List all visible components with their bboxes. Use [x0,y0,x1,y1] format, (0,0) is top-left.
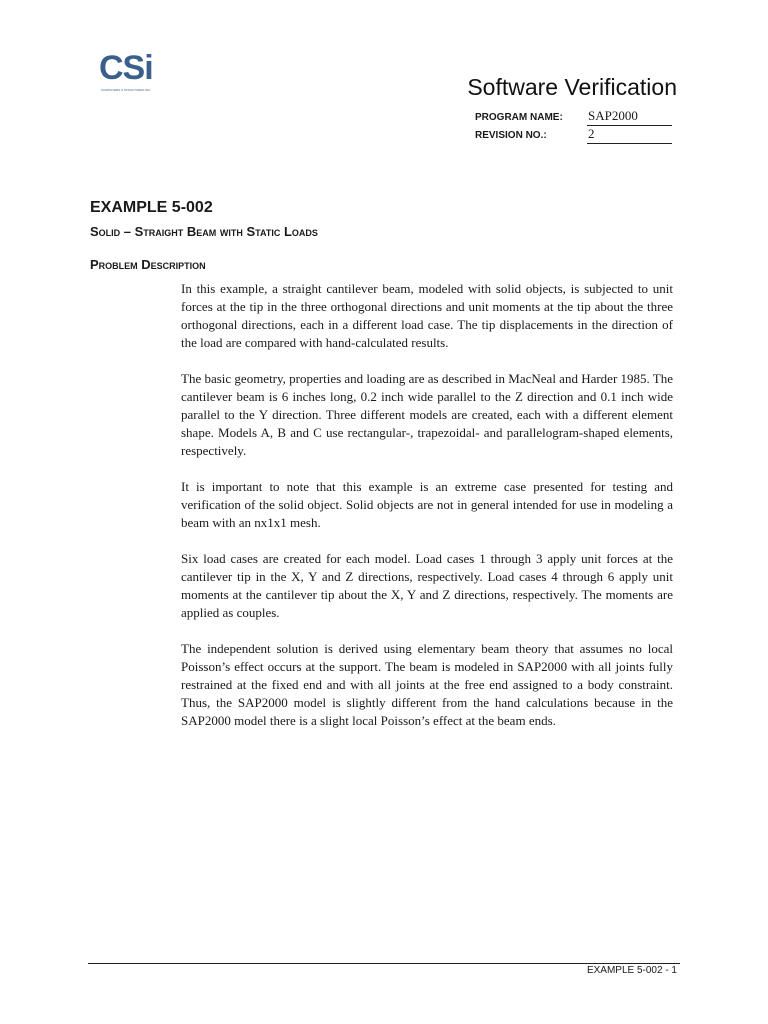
section-heading: Problem Description [90,257,206,272]
program-name-label: PROGRAM NAME: [475,112,563,123]
logo-tagline: COMPUTERS & STRUCTURES INC. [101,88,152,92]
revision-value: 2 [587,126,672,144]
paragraph: The independent solution is derived using elementary beam theory that assumes no local Poisson’s effect occurs at the support. The beam is modeled in SAP2000 with all joints fully restrained at the fixed end and with all joints at the free end assigned to a body constraint. Thus, the SAP2000 model is slightly different from the hand calculations because in the SAP2000 model there is a slight local Poisson’s effect at the beam ends. [181,641,673,728]
revision-label: REVISION NO.: [475,130,547,141]
paragraph: The basic geometry, properties and loading are as described in MacNeal and Harder 1985. The cantilever beam is 6 inches long, 0.2 inch wide parallel to the Z direction and 0.1 inch wide parallel to the Y direction. Three different models are created, each with a different element shape. Models A, B and C use rectangular-, trapezoidal- and parallelogram-shaped elements, respectively. [181,371,674,458]
document-title: Software Verification [467,74,677,100]
footer-divider [88,963,680,964]
company-logo [99,49,159,96]
program-name-value: SAP2000 [587,108,672,126]
logo-text: CSi [99,49,153,87]
example-subtitle: Solid – Straight Beam with Static Loads [90,224,318,239]
problem-description-body [181,280,673,748]
paragraph: Six load cases are created for each model. Load cases 1 through 3 apply unit forces at the cantilever tip in the X, Y and Z directions, respectively. Load cases 4 through 6 apply unit moments at the cantilever tip about the X, Y and Z directions, respectively. The moments are applied as couples. [181,551,673,620]
paragraph: It is important to note that this example is an extreme case presented for testing and verification of the solid object. Solid objects are not in general intended for use in modeling a beam with an nx1x1 mesh. [181,479,673,530]
paragraph: In this example, a straight cantilever beam, modeled with solid objects, is subjected to unit forces at the tip in the three orthogonal directions and unit moments at the tip about the three orthogonal directions, each in a different load case. The tip displacements in the direction of the load are compared with hand-calculated results. [181,281,673,350]
page-footer: EXAMPLE 5-002 - 1 [586,965,677,976]
example-title: EXAMPLE 5-002 [90,199,213,216]
